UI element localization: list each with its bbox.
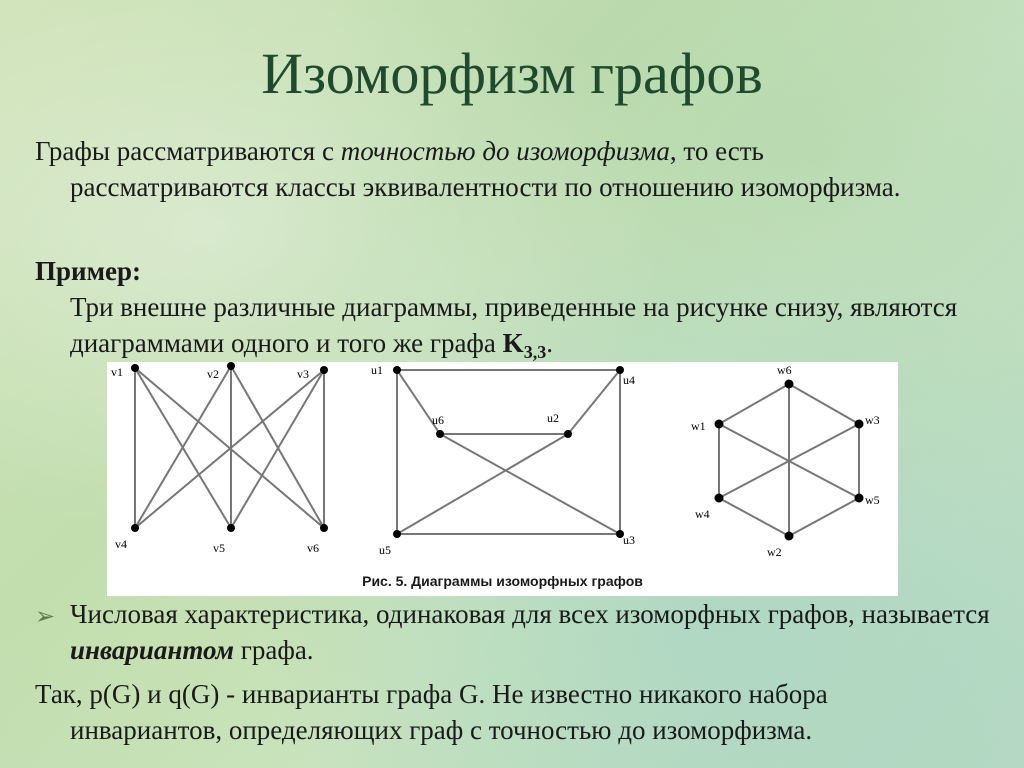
example-paragraph: Пример: Три внешне различные диаграммы, приведенные на рисунке снизу, являются диаграммами одного и того же графа $K_{3,3}$. xyxy=(35,253,995,370)
label-u2: u2 xyxy=(547,411,559,425)
example-text: Три внешне различные диаграммы, приведенные на рисунке снизу, являются диаграммами одного и того же графа xyxy=(70,292,958,358)
invariant-term: инвариантом xyxy=(70,635,235,665)
label-v4: v4 xyxy=(115,537,127,551)
label-w1: w1 xyxy=(691,419,706,433)
label-v6: v6 xyxy=(307,541,319,555)
label-v5: v5 xyxy=(213,541,225,555)
figure-caption: Рис. 5. Диаграммы изоморфных графов xyxy=(362,573,643,589)
graph2 xyxy=(397,370,620,534)
label-w6: w6 xyxy=(777,363,792,377)
graph2-vertices xyxy=(393,366,624,538)
label-u3: u3 xyxy=(623,533,635,547)
slide-title: Изоморфизм графов xyxy=(261,41,763,106)
label-v1: v1 xyxy=(111,365,123,379)
label-u6: u6 xyxy=(432,413,444,427)
graphs-svg xyxy=(107,362,898,596)
intro-italic: точностью до изоморфизма xyxy=(340,136,670,166)
label-w4: w4 xyxy=(695,507,710,521)
graph-name: K xyxy=(502,328,524,358)
isomorphic-graphs-figure xyxy=(107,362,898,596)
label-w3: w3 xyxy=(865,413,880,427)
label-w2: w2 xyxy=(767,545,782,559)
label-u4: u4 xyxy=(623,373,635,387)
label-u1: u1 xyxy=(371,363,383,377)
label-w5: w5 xyxy=(865,493,880,507)
bullet-item: ➢ Числовая характеристика, одинаковая для всех изоморфных графов, называется инвариантом графа. xyxy=(35,599,990,665)
label-v2: v2 xyxy=(207,367,219,381)
graph3 xyxy=(719,384,859,536)
label-u5: u5 xyxy=(379,543,391,557)
example-label: Пример: xyxy=(35,256,141,286)
arrow-bullet-icon: ➢ xyxy=(35,602,56,630)
intro-paragraph: Графы рассматриваются с точностью до изоморфизма, то есть рассматриваются классы эквивалентности по отношению изоморфизма. xyxy=(35,133,995,205)
intro-line2: рассматриваются классы эквивалентности по отношению изоморфизма. xyxy=(70,172,901,202)
graph1 xyxy=(135,366,324,528)
closing-line1: Так, p(G) и q(G) - инварианты графа G. Не известно никакого набора xyxy=(35,679,828,709)
graph-subscript: 3,3 xyxy=(523,342,547,362)
closing-paragraph xyxy=(35,676,995,748)
label-v3: v3 xyxy=(297,367,309,381)
closing-line2: инвариантов, определяющих граф с точностью до изоморфизма. xyxy=(70,715,813,745)
